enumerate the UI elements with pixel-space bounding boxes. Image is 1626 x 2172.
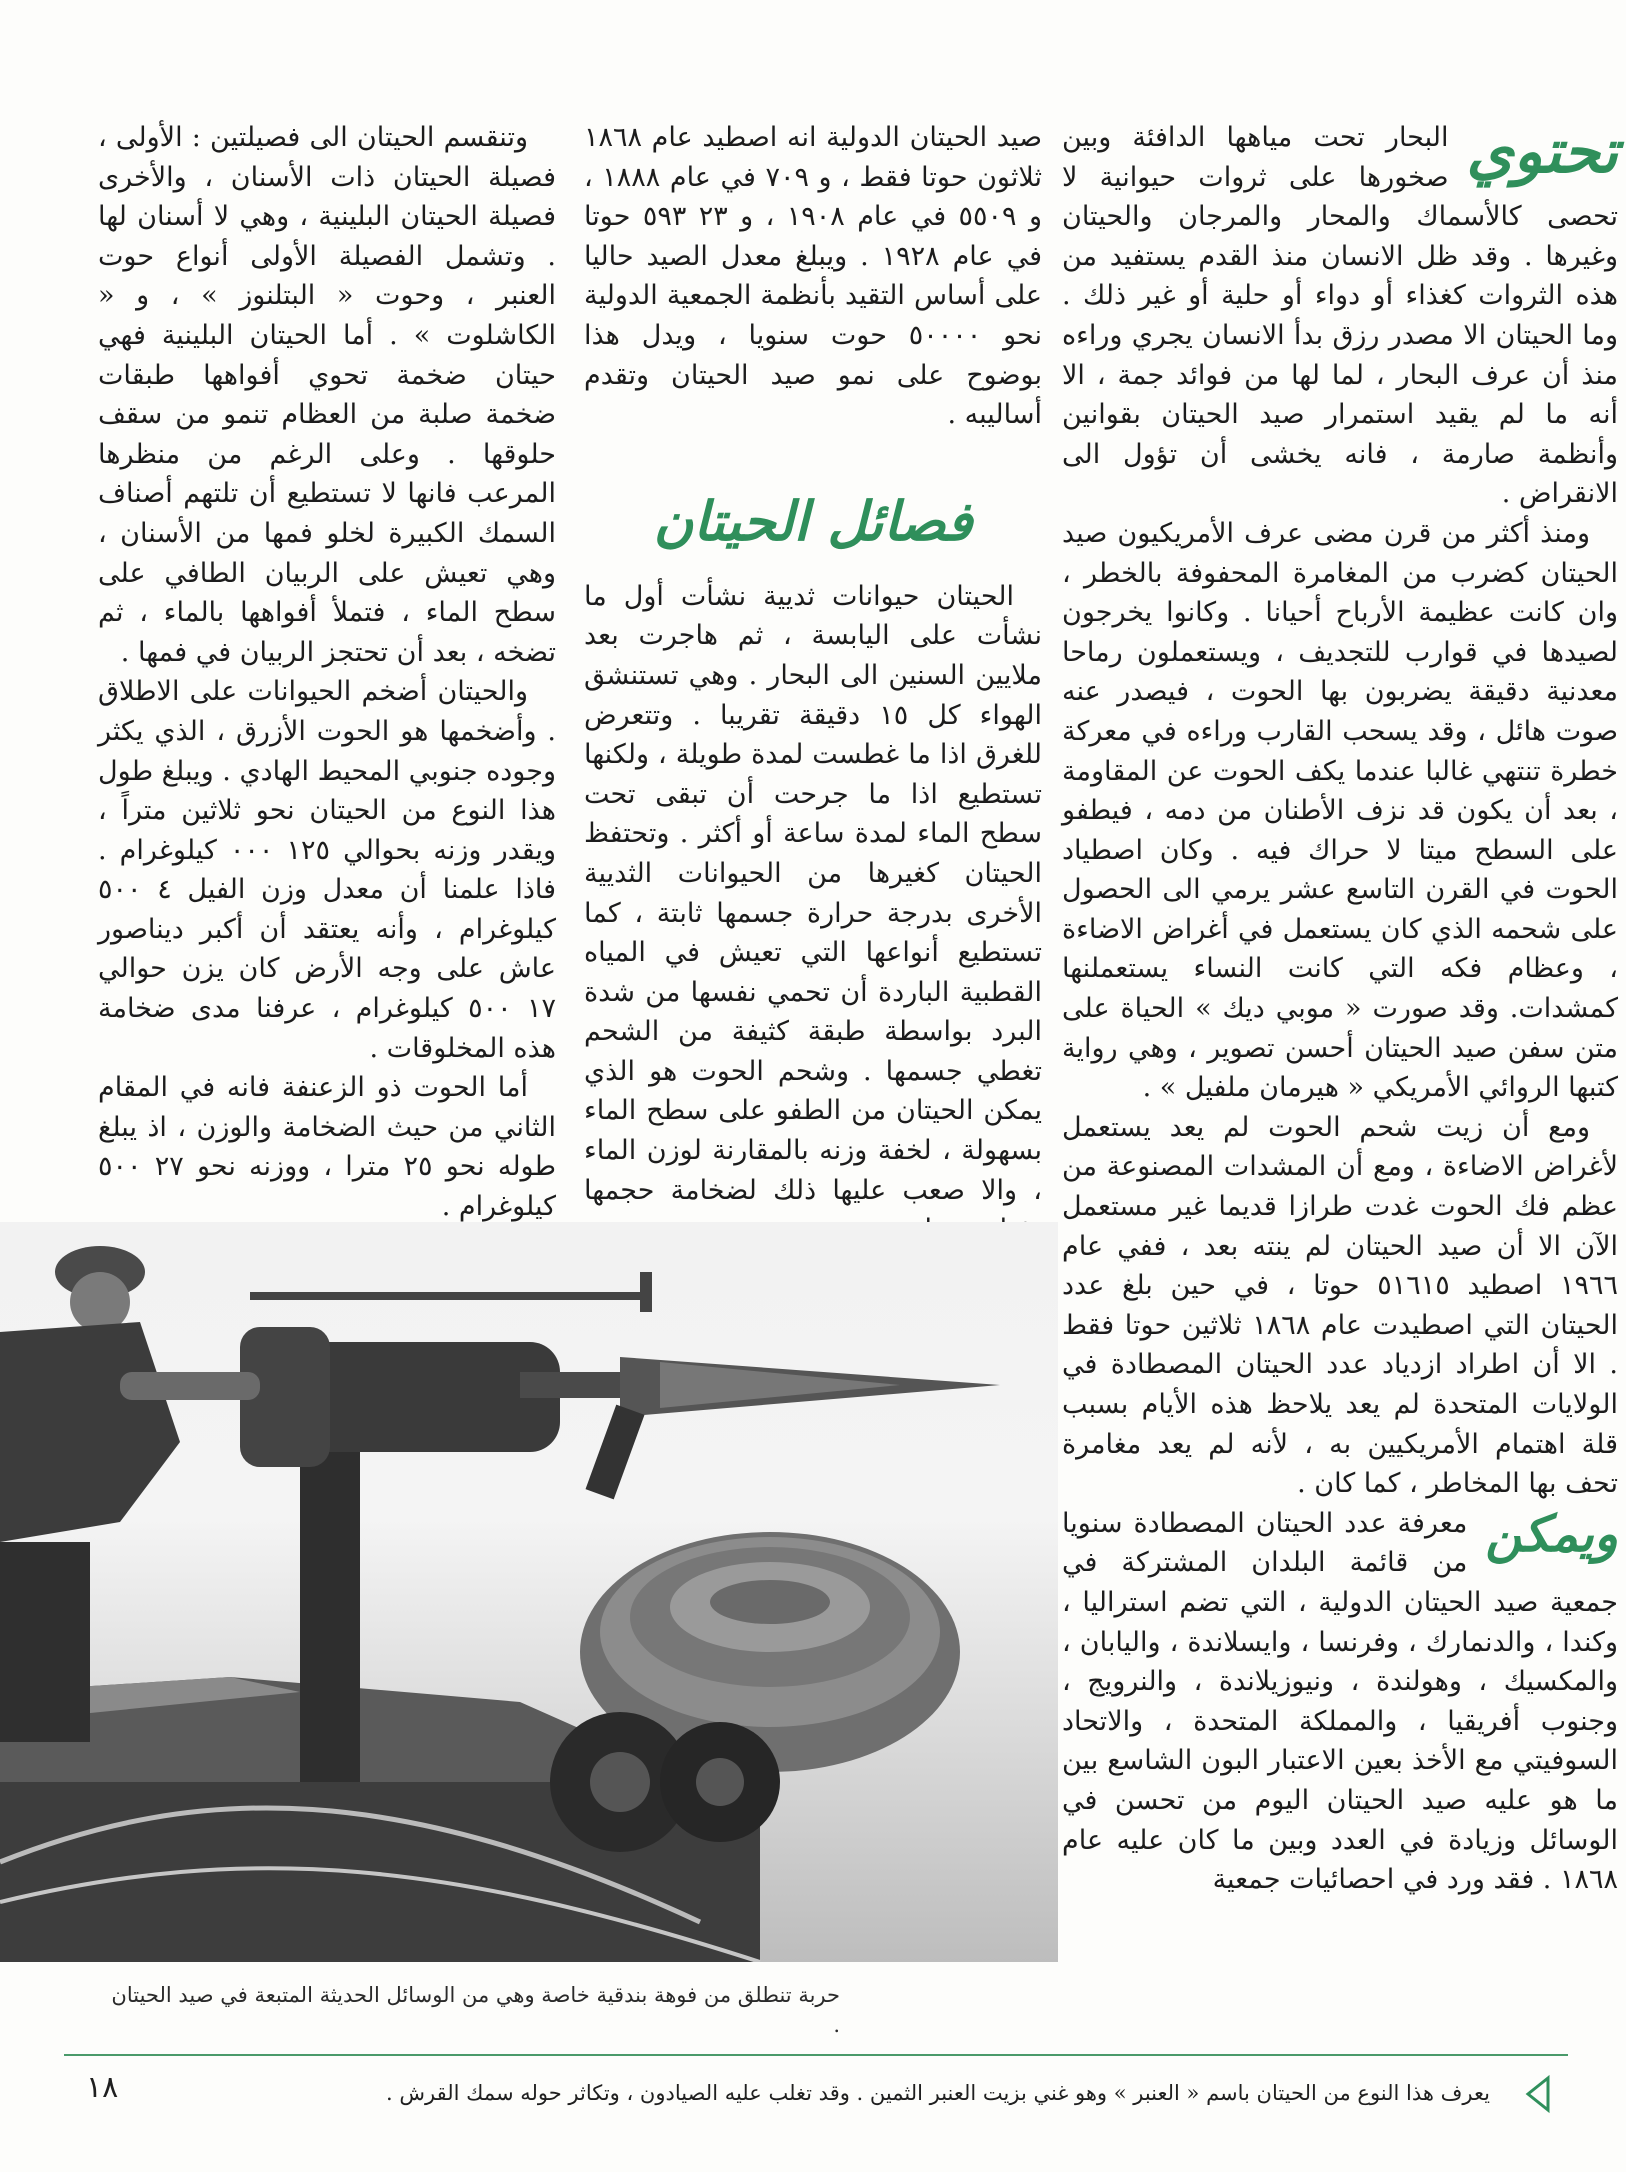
photo-caption: حربة تنطلق من فوهة بندقية خاصة وهي من الوسائل الحديثة المتبعة في صيد الحيتان . <box>111 1983 840 2037</box>
article-column-left <box>98 118 556 1227</box>
harpoon-gun-photo <box>0 1222 1058 1962</box>
paragraph-blue-whale: والحيتان أضخم الحيوانات على الاطلاق . وأضخمها هو الحوت الأزرق ، الذي يكثر وجوده جنوبي المحيط الهادي . ويبلغ طول هذا النوع من الحيتان نحو ثلاثين متراً ، ويقدر وزنه بحوالي ١٢٥ ٠٠٠ كيلوغرام . فاذا علمنا أن معدل وزن الفيل ٤ ٥٠٠ كيلوغرام ، وأنه يعتقد أن أكبر ديناصور عاش على وجه الأرض كان يزن حوالي ١٧ ٥٠٠ كيلوغرام ، عرفنا مدى ضخامة هذه المخلوقات . <box>98 676 556 1064</box>
paragraph-fin-whale: أما الحوت ذو الزعنفة فانه في المقام الثاني من حيث الضخامة والوزن ، اذ يبلغ طوله نحو ٢٥ مترا ، ووزنه نحو ٢٧ ٥٠٠ كيلوغرام . <box>98 1072 556 1223</box>
footnote-arrow-icon <box>1520 2074 1554 2114</box>
paragraph-families: وتنقسم الحيتان الى فصيلتين : الأولى ، فصيلة الحيتان ذات الأسنان ، والأخرى فصيلة الحيتان البلينية ، وهي لا أسنان لها . وتشمل الفصيلة الأولى أنواع حوت العنبر ، وحوت « البتلنوز » ، و « الكاشلوت » . أما الحيتان البلينية فهي حيتان ضخمة تحوي أفواهها طبقات ضخمة صلبة من العظام تنمو من سقف حلوقها . وعلى الرغم من منظرها المرعب فانها لا تستطيع أن تلتهم أصناف السمك الكبيرة لخلو فمها من الأسنان ، وهي تعيش على الربيان الطافي على سطح الماء ، فتملأ أفواهها بالماء ، ثم تضخه ، بعد أن تحتجز الربيان في فمها . <box>98 122 556 668</box>
paragraph-statistics: صيد الحيتان الدولية انه اصطيد عام ١٨٦٨ ثلاثون حوتا فقط ، و ٧٠٩ في عام ١٨٨٨ ، و ٥٥٠٩ في عام ١٩٠٨ ، و ٢٣ ٥٩٣ حوتا في عام ١٩٢٨ . ويبلغ معدل الصيد حاليا على أساس التقيد بأنظمة الجمعية الدولية نحو ٥٠٠٠٠ حوت سنويا ، ويدل هذا بوضوح على نمو صيد الحيتان وتقدم أساليبه . <box>584 122 1043 431</box>
footnote: يعرف هذا النوع من الحيتان باسم « العنبر » وهو غني بزيت العنبر الثمين . وقد تغلب عليه الصيادون ، وتكاثر حوله سمك القرش . <box>386 2081 1490 2105</box>
countries-heading: ويمكن <box>1485 1504 1618 1563</box>
paragraph-intro: البحار تحت مياهها الدافئة وبين صخورها على ثروات حيوانية لا تحصى كالأسماك والمحار والمرجان والحيتان وغيرها . وقد ظل الانسان منذ القدم يستفيد من هذه الثروات كغذاء أو دواء أو حلية أو غير ذلك . وما الحيتان الا مصدر رزق بدأ الانسان يجري وراءه منذ أن عرف البحار ، لما لها من فوائد جمة ، الا أنه ما لم يقيد استمرار صيد الحيتان بقوانين وأنظمة صارمة ، فانه يخشى أن تؤول الى الانقراض . <box>1062 122 1618 510</box>
paragraph-modern: ومع أن زيت شحم الحوت لم يعد يستعمل لأغراض الاضاءة ، ومع أن المشدات المصنوعة من عظم فك الحوت غدت طرازا قديما غير مستعمل الآن الا أن صيد الحيتان لم ينته بعد ، ففي عام ١٩٦٦ اصطيد ٥١٦١٥ حوتا ، في حين بلغ عدد الحيتان التي اصطيدت عام ١٨٦٨ ثلاثين حوتا فقط . الا أن اطراد ازدياد عدد الحيتان المصطادة في الولايات المتحدة لم يعد يلاحظ هذه الأيام بسبب قلة اهتمام الأمريكيين به ، لأنه لم يعد مغامرة تحف بها المخاطر ، كما كان . <box>1062 1111 1618 1500</box>
intro-heading: تحتوي <box>1466 117 1618 187</box>
article-column-right <box>1062 118 1618 1900</box>
footer-divider <box>64 2054 1568 2056</box>
page-number: ١٨ <box>86 2070 119 2105</box>
section-title: فصائل الحيتان <box>653 489 973 553</box>
paragraph-biology: الحيتان حيوانات ثديية نشأت أول ما نشأت على اليابسة ، ثم هاجرت بعد ملايين السنين الى البحار . وهي تستنشق الهواء كل ١٥ دقيقة تقريبا . وتتعرض للغرق اذا ما غطست لمدة طويلة ، ولكنها تستطيع اذا ما جرحت أن تبقى تحت سطح الماء لمدة ساعة أو أكثر . وتحتفظ الحيتان كغيرها من الحيوانات الثديية الأخرى بدرجة حرارة جسمها ثابتة ، كما تستطيع أنواعها التي تعيش في المياه القطبية الباردة أن تحمي نفسها من شدة البرد بواسطة طبقة كثيفة من الشحم تغطي جسمها . وشحم الحوت هو الذي يمكن الحيتان من الطفو على سطح الماء بسهولة ، لخفة وزنه بالمقارنة لوزن الماء ، والا صعب عليها ذلك لضخامة حجمها <box>584 580 1042 1206</box>
paragraph-history: ومنذ أكثر من قرن مضى عرف الأمريكيون صيد الحيتان كضرب من المغامرة المحفوفة بالخطر ، وان كانت عظيمة الأرباح أحيانا . وكانوا يخرجون لصيدها في قوارب للتجديف ، ويستعملون رماحا معدنية دقيقة يضربون بها الحوت ، فيصدر عنه صوت هائل ، وقد يسحب القارب وراءه في معركة خطرة تنتهي غالبا عندما يكف الحوت عن المقاومة ، بعد أن يكون قد نزف الأطنان من دمه ، فيطفو على السطح ميتا لا حراك فيه . وكان اصطياد الحوت في القرن التاسع عشر يرمي الى الحصول على شحمه الذي كان يستعمل في أغراض الاضاءة ، وعظام فكه التي كانت النساء يستعملنها كمشدات. وقد صورت « موبي ديك » الحياة على متن سفن صيد الحيتان أحسن تصوير ، وهي رواية كتبها الروائي الأمريكي « هيرمان ملفيل » . <box>1062 517 1618 1104</box>
article-column-middle <box>584 118 1042 1250</box>
paragraph-countries: معرفة عدد الحيتان المصطادة سنويا من قائمة البلدان المشتركة في جمعية صيد الحيتان الدولية ، التي تضم استراليا ، وكندا ، والدنمارك ، وفرنسا ، وايسلاندة ، واليابان ، والمكسيك ، وهولندة ، ونيوزيلاندة ، والنرويج ، وجنوب أفريقيا ، والمملكة المتحدة ، والاتحاد السوفيتي مع الأخذ بعين الاعتبار البون الشاسع بين ما هو عليه صيد الحيتان اليوم من تحسن في الوسائل وزيادة في العدد وبين ما كان عليه عام ١٨٦٨ . فقد ورد في احصائيات جمعية <box>1062 1507 1618 1896</box>
